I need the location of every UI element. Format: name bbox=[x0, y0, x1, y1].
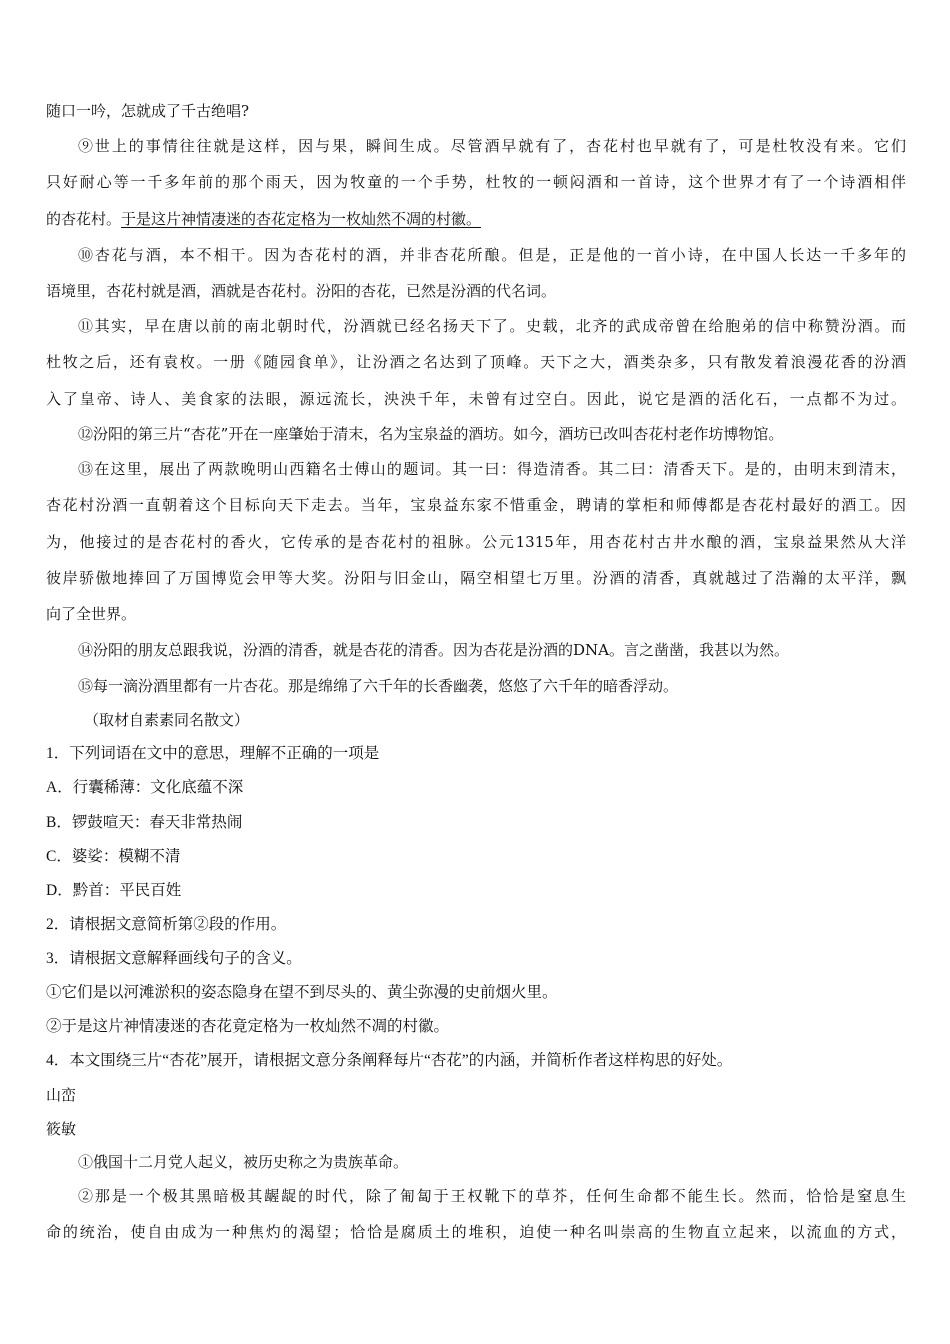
question-1-option-c: C．婆娑：模糊不清 bbox=[46, 848, 181, 865]
question-1-option-d: D．黔首：平民百姓 bbox=[46, 882, 182, 899]
passage-line: 随口一吟，怎就成了千古绝唱? bbox=[46, 102, 250, 120]
paragraph-9-line-2: 只好耐心等一千多年前的那个雨天，因为牧童的一个手势，杜牧的一顿闷酒和一首诗，这个世界才有了一个诗酒相伴 bbox=[46, 173, 906, 191]
paragraph-13-line-4: 彼岸骄傲地捧回了万国博览会甲等大奖。汾阳与旧金山，隔空相望七万里。汾酒的清香，真就越过了浩瀚的太平洋，飘 bbox=[46, 569, 906, 587]
question-3: 3．请根据文意解释画线句子的含义。 bbox=[46, 950, 302, 967]
paragraph-13-line-3: 为，他接过的是杏花村的香火，它传承的是杏花村的祖脉。公元1315年，用杏花村古井水酿的酒，宝泉益果然从大洋 bbox=[46, 533, 906, 551]
paragraph-11-line-1: ⑪其实，早在唐以前的南北朝时代，汾酒就已经名扬天下了。史载，北齐的武成帝曾在给胞弟的信中称赞汾酒。而 bbox=[78, 317, 906, 335]
next-passage-paragraph-1: ①俄国十二月党人起义，被历史称之为贵族革命。 bbox=[78, 1153, 409, 1171]
next-passage-title: 山峦 bbox=[46, 1086, 77, 1104]
question-3-item-2: ②于是这片神情凄迷的杏花竟定格为一枚灿然不凋的村徽。 bbox=[46, 1018, 450, 1035]
paragraph-10-line-2: 语境里，杏花村就是酒，酒就是杏花村。汾阳的杏花，已然是汾酒的代名词。 bbox=[46, 282, 557, 300]
paragraph-11-line-3: 入了皇帝、诗人、美食家的法眼，源远流长，泱泱千年，未曾有过空白。因此，说它是酒的活化石，一点都不为过。 bbox=[46, 390, 906, 408]
next-passage-author: 筱敏 bbox=[46, 1120, 77, 1138]
question-2: 2．请根据文意简析第②段的作用。 bbox=[46, 916, 287, 933]
paragraph-13-line-2: 杏花村汾酒一直朝着这个目标向天下走去。当年，宝泉益东家不惜重金，聘请的掌柜和师傅都是杏花村最好的酒工。因 bbox=[46, 496, 906, 514]
question-3-item-1: ①它们是以河滩淤积的姿态隐身在望不到尽头的、黄尘弥漫的史前烟火里。 bbox=[46, 984, 558, 1001]
next-passage-paragraph-2-line-1: ②那是一个极其黑暗极其龌龊的时代，除了匍匐于王权靴下的草芥，任何生命都不能生长。然而，恰恰是窒息生 bbox=[78, 1187, 906, 1205]
paragraph-9-text: 的杏花村。 bbox=[46, 210, 122, 228]
paragraph-9-line-1: ⑨世上的事情往往就是这样，因与果，瞬间生成。尽管酒早就有了，杏花村也早就有了，可是杜牧没有来。它们 bbox=[78, 137, 906, 155]
paragraph-13-line-5: 向了全世界。 bbox=[46, 605, 137, 623]
underlined-sentence: 于是这片神情凄迷的杏花定格为一枚灿然不凋的村徽。 bbox=[121, 210, 482, 228]
question-1-option-b: B．锣鼓喧天：春天非常热闹 bbox=[46, 814, 243, 831]
paragraph-13-line-1: ⑬在这里，展出了两款晚明山西籍名士傅山的题词。其一曰：得造清香。其二曰：清香天下。是的，由明末到清末， bbox=[78, 460, 906, 478]
question-1-option-a: A．行囊稀薄：文化底蕴不深 bbox=[46, 779, 244, 796]
question-1: 1．下列词语在文中的意思，理解不正确的一项是 bbox=[46, 745, 380, 762]
paragraph-10-line-1: ⑩杏花与酒，本不相干。因为杏花村的酒，并非杏花所酿。但是，正是他的一首小诗，在中国人长达一千多年的 bbox=[78, 246, 906, 264]
next-passage-paragraph-2-line-2: 命的统治，使自由成为一种焦灼的渴望；恰恰是腐质土的堆积，迫使一种名叫崇高的生物直立起来，以流血的方式， bbox=[46, 1223, 906, 1241]
source-note: （取材自素素同名散文） bbox=[84, 711, 250, 729]
paragraph-14-line-1: ⑭汾阳的朋友总跟我说，汾酒的清香，就是杏花的清香。因为杏花是汾酒的DNA。言之凿凿，我甚以为然。 bbox=[78, 641, 789, 659]
paragraph-9-line-3 bbox=[46, 209, 906, 229]
question-4: 4．本文围绕三片“杏花”展开，请根据文意分条阐释每片“杏花”的内涵，并简析作者这样构思的好处。 bbox=[46, 1052, 733, 1069]
paragraph-15-line-1: ⑮每一滴汾酒里都有一片杏花。那是绵绵了六千年的长香幽袭，悠悠了六千年的暗香浮动。 bbox=[78, 677, 679, 695]
paragraph-11-line-2: 杜牧之后，还有袁枚。一册《随园食单》，让汾酒之名达到了顶峰。天下之大，酒类杂多，只有散发着浪漫花香的汾酒 bbox=[46, 353, 906, 371]
paragraph-12-line-1: ⑫汾阳的第三片“杏花”开在一座肇始于清末，名为宝泉益的酒坊。如今，酒坊已改叫杏花村老作坊博物馆。 bbox=[78, 425, 784, 443]
